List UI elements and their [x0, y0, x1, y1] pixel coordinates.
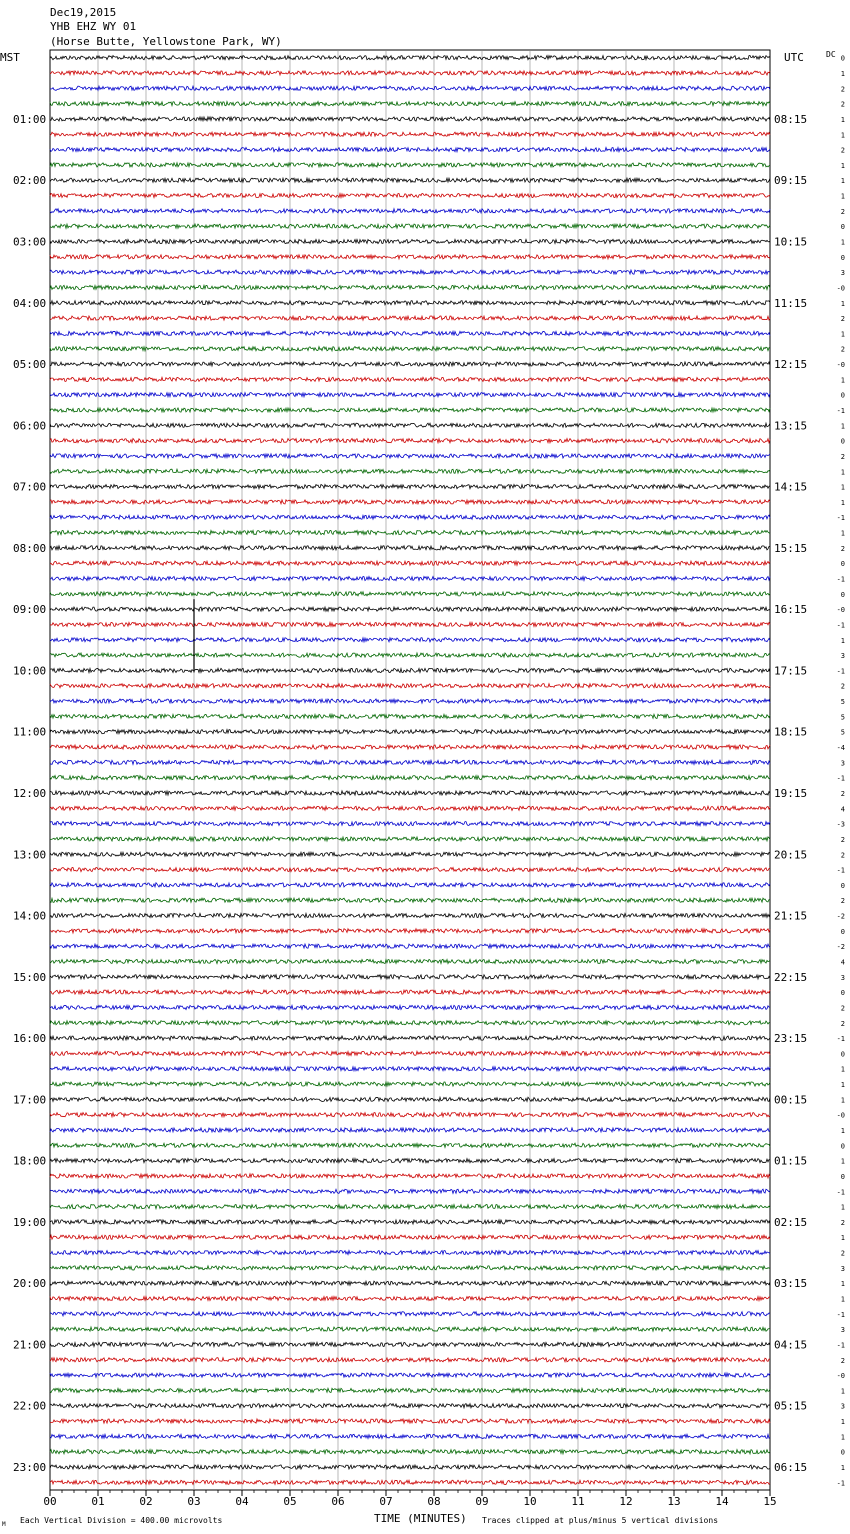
x-tick-label: 06 [331, 1495, 345, 1508]
right-hour-label: 02:15 [774, 1215, 808, 1229]
dc-offset-value: 1 [840, 1295, 845, 1304]
right-hour-label: 16:15 [774, 603, 808, 617]
right-hour-label: 11:15 [774, 296, 808, 310]
left-hour-label: 22:00 [13, 1399, 47, 1413]
dc-offset-value: 1 [840, 161, 845, 170]
dc-offset-value: 1 [840, 636, 845, 645]
right-hour-label: 06:15 [774, 1461, 808, 1475]
dc-offset-value: -0 [836, 1372, 845, 1381]
right-hour-label: 17:15 [774, 664, 808, 678]
dc-offset-value: 0 [840, 881, 845, 890]
dc-offset-value: 2 [840, 1356, 845, 1365]
right-timezone: UTC [784, 51, 804, 64]
dc-offset-value: 1 [840, 1387, 845, 1396]
left-hour-label: 04:00 [13, 296, 47, 310]
dc-offset-value: 1 [840, 1418, 845, 1427]
dc-offset-value: -0 [836, 1111, 845, 1120]
dc-offset-value: 1 [840, 1157, 845, 1166]
dc-offset-value: 5 [840, 713, 845, 722]
clip-note: Traces clipped at plus/minus 5 vertical divisions [482, 1516, 719, 1525]
left-hour-label: 13:00 [13, 848, 47, 862]
left-hour-label: 06:00 [13, 419, 47, 433]
dc-offset-value: 2 [840, 897, 845, 906]
dc-offset-value: 0 [840, 560, 845, 569]
left-hour-label: 07:00 [13, 480, 47, 494]
dc-offset-value: 1 [840, 238, 845, 247]
left-hour-label: 01:00 [13, 112, 47, 126]
dc-offset-value: -1 [836, 1310, 845, 1319]
dc-offset-value: 2 [840, 207, 845, 216]
x-tick-label: 10 [523, 1495, 537, 1508]
left-hour-label: 17:00 [13, 1093, 47, 1107]
left-hour-label: 02:00 [13, 174, 47, 188]
dc-offset-value: 0 [840, 590, 845, 599]
dc-offset-value: 1 [840, 177, 845, 186]
dc-offset-value: 1 [840, 483, 845, 492]
dc-offset-value: 0 [840, 437, 845, 446]
dc-offset-value: 2 [840, 1249, 845, 1258]
dc-offset-value: 1 [840, 1081, 845, 1090]
dc-offset-value: -1 [836, 866, 845, 875]
dc-offset-value: -1 [836, 774, 845, 783]
dc-offset-value: 2 [840, 544, 845, 553]
x-axis [43, 1490, 776, 1508]
right-hour-label: 13:15 [774, 419, 808, 433]
dc-offset-value: -0 [836, 606, 845, 615]
dc-offset-value: 2 [840, 1004, 845, 1013]
dc-offset-value: 2 [840, 1019, 845, 1028]
dc-offset-value: 1 [840, 1464, 845, 1473]
dc-offset-value: -2 [836, 912, 845, 921]
left-hour-label: 16:00 [13, 1032, 47, 1046]
left-hour-label: 20:00 [13, 1277, 47, 1291]
dc-offset-value: 3 [840, 973, 845, 982]
left-hour-label: 09:00 [13, 603, 47, 617]
dc-offset-value: 0 [840, 223, 845, 232]
dc-offset-value: 1 [840, 69, 845, 78]
left-hour-label: 21:00 [13, 1338, 47, 1352]
right-hour-labels [774, 113, 807, 1474]
right-hour-label: 19:15 [774, 786, 808, 800]
x-tick-label: 03 [187, 1495, 201, 1508]
dc-offset-value: -1 [836, 1479, 845, 1488]
right-hour-label: 10:15 [774, 235, 808, 249]
left-hour-label: 08:00 [13, 541, 47, 555]
dc-offset-value: 1 [840, 1065, 845, 1074]
dc-offset-value: 1 [840, 498, 845, 507]
dc-offset-value: 3 [840, 1402, 845, 1411]
right-hour-label: 23:15 [774, 1032, 808, 1046]
dc-offset-value: 2 [840, 100, 845, 109]
right-hour-label: 04:15 [774, 1338, 808, 1352]
dc-offset-value: -3 [836, 820, 845, 829]
dc-offset-value: 3 [840, 1264, 845, 1273]
dc-offset-value: 1 [840, 1127, 845, 1135]
dc-offset-value: 2 [840, 315, 845, 324]
right-hour-label: 05:15 [774, 1399, 808, 1413]
dc-offset-value: 1 [840, 422, 845, 431]
header-date: Dec19,2015 [50, 6, 117, 19]
x-tick-label: 01 [91, 1495, 105, 1508]
dc-offset-value: 2 [840, 345, 845, 354]
right-hour-label: 20:15 [774, 848, 808, 862]
dc-offset-value: 2 [840, 146, 845, 155]
dc-offset-value: 4 [840, 958, 845, 967]
dc-offset-value: 3 [840, 269, 845, 278]
x-tick-label: 11 [571, 1495, 585, 1508]
dc-offset-value: 2 [840, 85, 845, 94]
dc-offset-value: 0 [840, 1172, 845, 1181]
dc-offset-value: -0 [836, 361, 845, 370]
dc-offset-value: 2 [840, 789, 845, 798]
right-hour-label: 18:15 [774, 725, 808, 739]
dc-offset-value: -1 [836, 514, 845, 523]
dc-offset-value: -1 [836, 1035, 845, 1044]
scale-note: Each Vertical Division = 400.00 microvolts [20, 1516, 223, 1525]
dc-offset-value: 1 [840, 468, 845, 477]
dc-offset-value: 1 [840, 1433, 845, 1442]
left-hour-label: 14:00 [13, 909, 47, 923]
header-station: YHB EHZ WY 01 [50, 20, 137, 33]
left-hour-label: 10:00 [13, 664, 47, 678]
dc-offset-value: -1 [836, 621, 845, 630]
x-tick-label: 00 [43, 1495, 57, 1508]
dc-offset-value: -4 [836, 744, 845, 753]
dc-offset-value: 0 [840, 1050, 845, 1059]
x-tick-label: 02 [139, 1495, 153, 1508]
right-hour-label: 01:15 [774, 1154, 808, 1168]
right-hour-label: 14:15 [774, 480, 808, 494]
x-tick-label: 14 [715, 1495, 729, 1508]
dc-offset-value: 1 [840, 115, 845, 124]
x-tick-label: 04 [235, 1495, 249, 1508]
right-hour-label: 03:15 [774, 1277, 808, 1291]
x-tick-label: 15 [763, 1495, 777, 1508]
dc-offset-value: 2 [840, 851, 845, 860]
dc-offset-value: -1 [836, 1341, 845, 1350]
dc-offset-value: 2 [840, 835, 845, 844]
dc-offset-values [837, 55, 845, 1488]
x-tick-label: 07 [379, 1495, 393, 1508]
dc-offset-value: 0 [840, 989, 845, 998]
left-hour-label: 23:00 [13, 1461, 47, 1475]
dc-offset-value: 1 [840, 376, 845, 385]
right-hour-label: 00:15 [774, 1093, 808, 1107]
dc-offset-value: -1 [836, 575, 845, 584]
dc-offset-value: 5 [840, 728, 845, 737]
dc-offset-value: -1 [836, 407, 845, 415]
x-tick-label: 12 [619, 1495, 633, 1508]
left-hour-label: 15:00 [13, 970, 47, 984]
footer-mark: M [2, 1521, 6, 1528]
dc-offset-value: 0 [840, 54, 845, 63]
left-hour-label: 19:00 [13, 1215, 47, 1229]
dc-offset-value: 2 [840, 452, 845, 461]
x-tick-label: 13 [667, 1495, 681, 1508]
dc-offset-value: 1 [840, 1234, 845, 1243]
left-hour-label: 05:00 [13, 358, 47, 372]
dc-offset-value: -2 [836, 943, 845, 952]
dc-offset-value: 1 [840, 192, 845, 201]
dc-offset-value: 5 [840, 698, 845, 707]
right-hour-label: 08:15 [774, 112, 808, 126]
x-tick-label: 09 [475, 1495, 489, 1508]
dc-offset-value: 1 [840, 1280, 845, 1289]
dc-offset-value: 1 [840, 1096, 845, 1105]
dc-offset-value: -1 [836, 1188, 845, 1197]
left-timezone: MST [0, 51, 20, 64]
dc-offset-value: 0 [840, 391, 845, 400]
dc-offset-value: 1 [840, 299, 845, 308]
dc-offset-value: 3 [840, 652, 845, 661]
left-hour-label: 18:00 [13, 1154, 47, 1168]
dc-offset-value: 1 [840, 529, 845, 538]
x-tick-label: 08 [427, 1495, 441, 1508]
dc-offset-value: 0 [840, 927, 845, 936]
dc-offset-value: 1 [840, 131, 845, 140]
right-hour-label: 15:15 [774, 541, 808, 555]
left-hour-label: 03:00 [13, 235, 47, 249]
dc-label: DC [826, 50, 836, 59]
dc-offset-value: -1 [836, 667, 845, 676]
left-hour-label: 11:00 [13, 725, 47, 739]
dc-offset-value: -0 [836, 284, 845, 293]
dc-offset-value: 3 [840, 759, 845, 768]
right-hour-label: 21:15 [774, 909, 808, 923]
dc-offset-value: 0 [840, 253, 845, 262]
dc-offset-value: 1 [840, 330, 845, 339]
right-hour-label: 22:15 [774, 970, 808, 984]
dc-offset-value: 2 [840, 682, 845, 691]
left-hour-label: 12:00 [13, 786, 47, 800]
dc-offset-value: 2 [840, 1218, 845, 1227]
dc-offset-value: 4 [840, 805, 845, 814]
x-tick-label: 05 [283, 1495, 297, 1508]
plot-frame [50, 50, 770, 1490]
x-axis-label: TIME (MINUTES) [374, 1512, 467, 1525]
left-hour-labels [13, 113, 46, 1474]
dc-offset-value: 1 [840, 1203, 845, 1212]
dc-offset-value: 0 [840, 1142, 845, 1151]
header-location: (Horse Butte, Yellowstone Park, WY) [50, 35, 282, 48]
right-hour-label: 12:15 [774, 358, 808, 372]
dc-offset-value: 3 [840, 1326, 845, 1335]
dc-offset-value: 0 [840, 1448, 845, 1457]
right-hour-label: 09:15 [774, 174, 808, 188]
